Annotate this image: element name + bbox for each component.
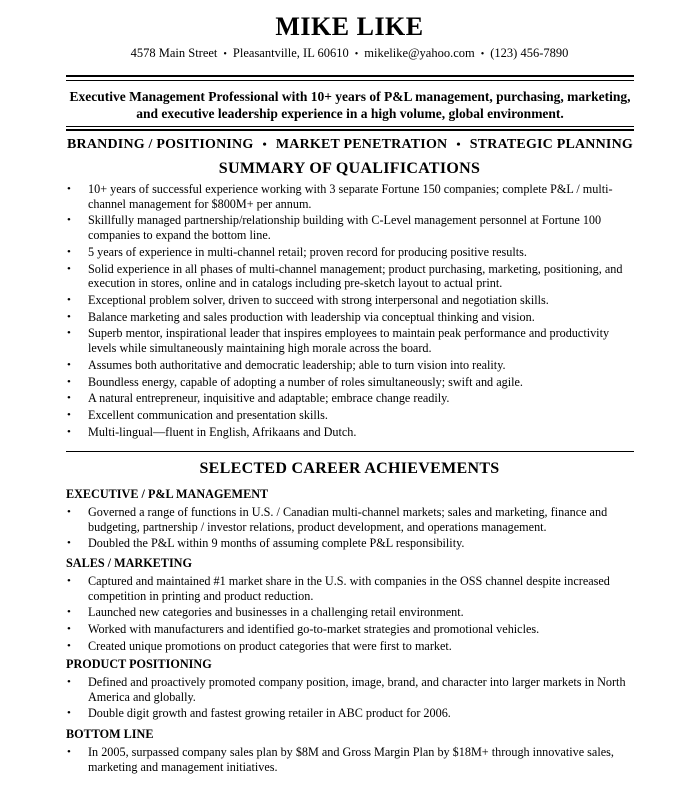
headline-rule-thick [66, 129, 634, 131]
brand-bar [66, 137, 634, 153]
bullet-text: In 2005, surpassed company sales plan by $8M and Gross Margin Plan by $18M+ through innovative sales, marketing and management initiatives. [88, 745, 614, 774]
bullet-item [66, 536, 634, 551]
bullet-glyph: • [67, 425, 71, 438]
bullet-glyph: • [67, 676, 71, 688]
bullet-text: Launched new categories and businesses in a challenging retail environment. [88, 605, 464, 620]
bullet-glyph: • [67, 310, 71, 323]
contact-city: Pleasantville, IL 60610 [232, 46, 349, 60]
bullet-text: Boundless energy, capable of adopting a number of roles simultaneously; swift and agile. [88, 374, 523, 389]
bullet-item [66, 745, 634, 774]
brand-item-strategic: STRATEGIC PLANNING [469, 137, 633, 152]
bullet-glyph: • [67, 375, 71, 388]
bullet-text: Doubled the P&L within 9 months of assuming complete P&L responsibility. [88, 536, 465, 551]
bullet-glyph: • [67, 606, 71, 619]
contact-separator: • [480, 49, 485, 60]
bullet-text: Governed a range of functions in U.S. / Canadian multi-channel markets; sales and marketing, finance and budgeting, partnership / investor relations, product development, and operations management. [88, 505, 608, 534]
contact-line [0, 46, 699, 61]
bullet-item [66, 574, 634, 603]
group-list-executive [66, 505, 634, 553]
bullet-text: Double digit growth and fastest growing retailer in ABC product for 2006. [88, 706, 451, 721]
brand-separator: • [456, 137, 461, 151]
bullet-text: 5 years of experience in multi-channel retail; proven record for producing positive results. [88, 244, 527, 259]
summary-title: SUMMARY OF QUALIFICATIONS [218, 160, 481, 177]
header-rule-top-thin [66, 80, 634, 81]
bullet-text: Captured and maintained #1 market share in the U.S. with companies in the OSS channel despite increased competition in printing and product reduction. [88, 574, 610, 603]
profile-headline: Executive Management Professional with 10+ years of P&L management, purchasing, marketing, and executive leadership experience in a high volume, global environment. [69, 89, 631, 121]
candidate-name: MIKE LIKE [275, 12, 424, 41]
bullet-glyph: • [67, 409, 71, 422]
achievements-title: SELECTED CAREER ACHIEVEMENTS [199, 460, 500, 477]
bullet-glyph: • [67, 293, 71, 306]
bullet-text: 10+ years of successful experience working with 3 separate Fortune 150 companies; complete P&L / multi-channel management for $800M+ per annum. [88, 182, 613, 211]
contact-separator: • [223, 49, 227, 60]
bullet-item [66, 326, 634, 355]
group-list-sales [66, 574, 634, 656]
bullet-text: A natural entrepreneur, inquisitive and adaptable; embrace change readily. [88, 391, 450, 406]
bullet-text: Worked with manufacturers and identified go-to-market strategies and promotional vehicles. [88, 622, 540, 637]
bullet-glyph: • [67, 327, 71, 340]
group-heading-executive: EXECUTIVE / P&L MANAGEMENT [66, 487, 269, 501]
bullet-glyph: • [67, 746, 71, 758]
headline-rule-thin [66, 126, 634, 127]
bullet-item [66, 262, 634, 291]
bullet-text: Exceptional problem solver, driven to succeed with strong interpersonal and negotiation skills. [88, 292, 549, 307]
bullet-text: Superb mentor, inspirational leader that inspires employees to maintain peak performance and productivity levels while simultaneously maintaining high morale across the board. [88, 326, 610, 356]
brand-item-market: MARKET PENETRATION [275, 137, 448, 152]
bullet-item [66, 245, 634, 260]
bullet-text: Skillfully managed partnership/relationship building with C-Level management personnel at Fortune 100 companies to expand the bottom line. [88, 213, 602, 242]
bullet-text: Excellent communication and presentation skills. [88, 408, 328, 423]
bullet-glyph: • [67, 245, 71, 258]
bullet-item [66, 293, 634, 308]
contact-separator: • [354, 49, 359, 60]
bullet-text: Created unique promotions on product categories that were first to market. [88, 638, 452, 653]
group-heading-sales: SALES / MARKETING [66, 556, 192, 570]
bullet-glyph: • [67, 214, 71, 227]
bullet-glyph: • [67, 639, 71, 652]
group-list-positioning [66, 675, 634, 723]
bullet-glyph: • [67, 183, 71, 195]
group-list-bottom-line [66, 745, 634, 776]
bullet-text: Solid experience in all phases of multi-channel management; product purchasing, marketing, positioning, and execution in stores, online and in catalogs including pre-sketch layout to actual print. [88, 261, 623, 291]
contact-phone: (123) 456-7890 [490, 46, 569, 60]
bullet-item [66, 310, 634, 325]
bullet-glyph: • [67, 623, 71, 636]
bullet-item [66, 358, 634, 373]
bullet-glyph: • [67, 262, 71, 275]
bullet-glyph: • [67, 707, 71, 720]
brand-separator: • [262, 137, 267, 151]
bullet-item [66, 213, 634, 242]
bullet-text: Defined and proactively promoted company position, image, brand, and character into larger markets in North America and globally. [88, 675, 626, 704]
bullet-item [66, 375, 634, 390]
bullet-glyph: • [67, 537, 71, 550]
bullet-text: Balance marketing and sales production with leadership via conceptual thinking and vision. [88, 309, 535, 324]
bullet-glyph: • [67, 358, 71, 371]
bullet-text: Assumes both authoritative and democratic leadership; able to turn vision into reality. [88, 357, 506, 372]
section-divider [66, 451, 634, 452]
bullet-item [66, 425, 634, 440]
bullet-glyph: • [67, 392, 71, 405]
bullet-item [66, 675, 634, 704]
bullet-item [66, 639, 634, 654]
brand-item-branding: BRANDING / POSITIONING [67, 137, 254, 152]
header-rule-top-thick [66, 75, 634, 77]
bullet-glyph: • [67, 506, 71, 518]
bullet-item [66, 622, 634, 637]
bullet-item [66, 391, 634, 406]
group-heading-positioning: PRODUCT POSITIONING [66, 657, 212, 671]
bullet-item [66, 505, 634, 534]
group-heading-bottom-line: BOTTOM LINE [66, 727, 154, 741]
bullet-glyph: • [67, 575, 71, 587]
bullet-item [66, 706, 634, 721]
contact-email: mikelike@yahoo.com [364, 46, 475, 60]
summary-list [66, 182, 634, 442]
bullet-text: Multi-lingual—fluent in English, Afrikaans and Dutch. [88, 424, 357, 439]
bullet-item [66, 408, 634, 423]
bullet-item [66, 605, 634, 620]
bullet-item [66, 182, 634, 211]
contact-address: 4578 Main Street [130, 46, 218, 60]
